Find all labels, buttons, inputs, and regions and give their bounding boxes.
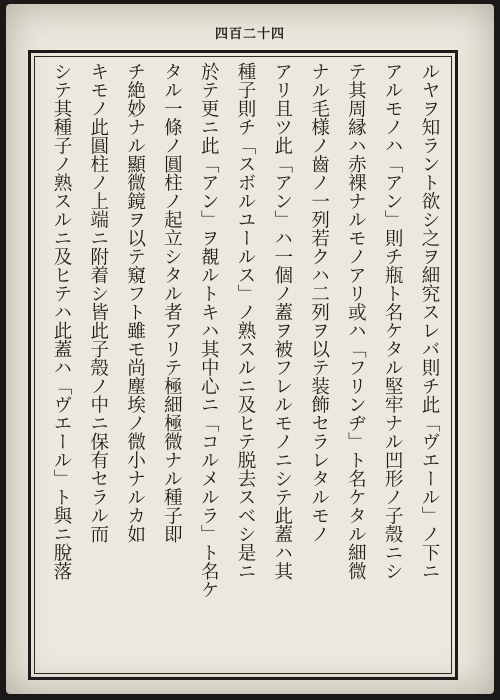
text-column-9: チ絶妙ナル顯微鏡ヲ以テ窺フト雖モ尚塵埃ノ微小ナルカ如: [124, 62, 146, 543]
text-column-7: 於テ更ニ此「アン」ヲ覩ルトキハ其中心ニ「コルメルラ」ト名ケ: [198, 62, 220, 599]
vertical-text-body: [40, 58, 450, 670]
text-column-6: 種子則チ「スボルユールス」ノ熟スルニ及ヒテ脱去スベシ是ニ: [234, 62, 256, 580]
text-column-4: ナル毛様ノ齒ノ一列若クハ二列ヲ以テ装飾セラレタルモノ: [308, 62, 330, 543]
text-column-8: タル一條ノ圓柱ノ起立シタル者アリテ極細極微ナル種子即: [161, 62, 183, 543]
text-column-1: ルヤヲ知ラント欲シ之ヲ細究スレバ則チ此「ヴエール」ノ下ニ: [418, 62, 440, 580]
text-column-5: アリ且ツ此「アン」ハ一個ノ蓋ヲ被フレルモノニシテ此蓋ハ其: [271, 62, 293, 580]
page-number-header: 四百二十四: [214, 27, 285, 42]
text-column-2: アルモノハ「アン」則チ瓶ト名ケタル堅牢ナル凹形ノ子殼ニシ: [382, 62, 404, 580]
text-column-11: シテ其種子ノ熟スルニ及ヒテハ此蓋ハ「ヴエール」ト與ニ脫落: [51, 62, 72, 580]
text-column-10: キモノ此圓柱ノ上端ニ附着シ皆此子殼ノ中ニ保有セラル而: [87, 62, 109, 543]
text-column-3: テ其周縁ハ赤裸ナルモノアリ或ハ「フリンヂ」ト名ケタル細微: [345, 62, 367, 580]
